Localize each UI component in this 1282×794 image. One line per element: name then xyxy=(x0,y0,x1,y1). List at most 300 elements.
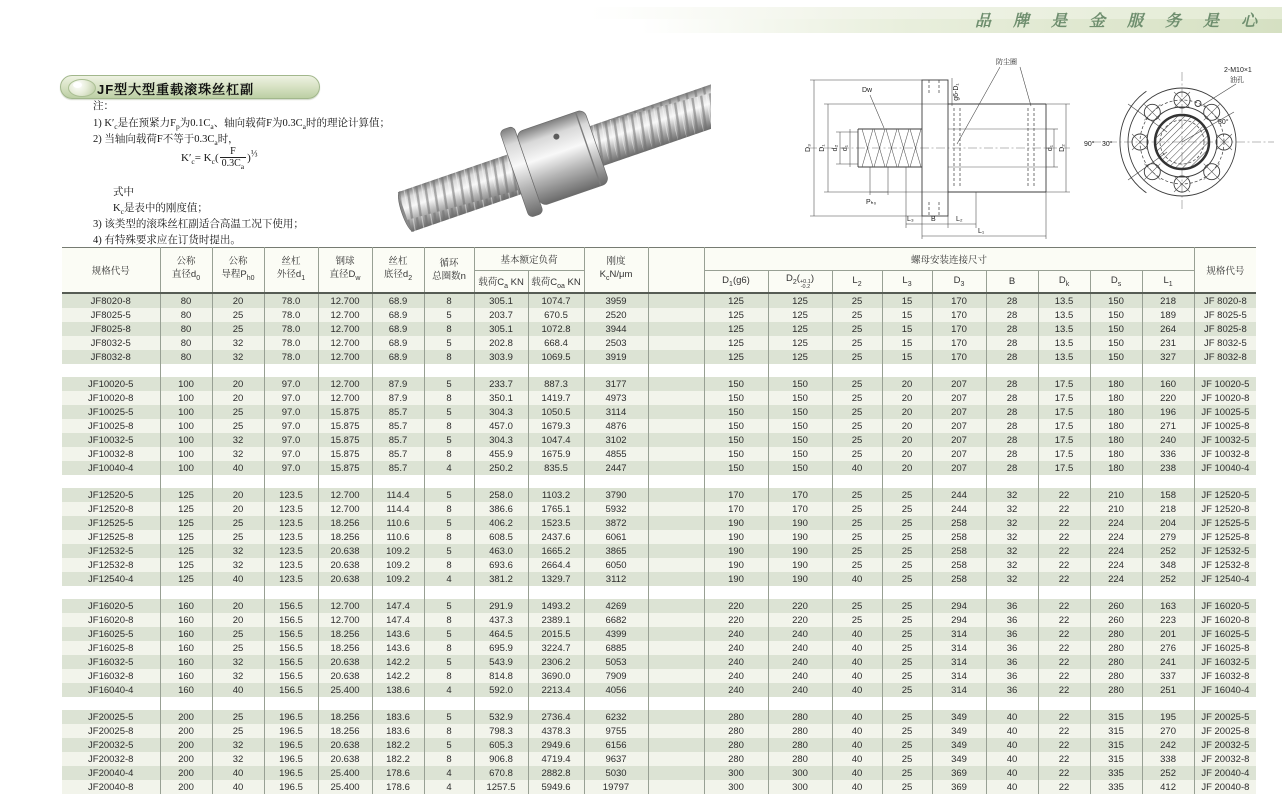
value-cell: 150 xyxy=(1090,350,1142,364)
value-cell: 6232 xyxy=(584,710,648,724)
spec-code-cell: JF 20032-8 xyxy=(1194,752,1256,766)
value-cell: 100 xyxy=(160,419,212,433)
spec-code-cell: JF8032-5 xyxy=(62,336,160,350)
value-cell: 25 xyxy=(212,710,264,724)
value-cell: 8 xyxy=(424,293,474,308)
value-cell: 97.0 xyxy=(264,447,318,461)
value-cell: 4269 xyxy=(584,599,648,613)
value-cell: 25 xyxy=(882,516,932,530)
value-cell: 22 xyxy=(1038,488,1090,502)
value-cell: 125 xyxy=(160,572,212,586)
value-cell: 463.0 xyxy=(474,544,528,558)
col-nominal-diameter: 公称 直径$d_0$ xyxy=(160,248,212,294)
spacer-cell xyxy=(424,364,474,377)
note-line-5: 4) 有特殊要求应在订货时提出。 xyxy=(93,235,241,246)
value-cell: 156.5 xyxy=(264,655,318,669)
value-cell: 68.9 xyxy=(372,293,424,308)
table-row xyxy=(62,655,1256,669)
value-cell: 5 xyxy=(424,655,474,669)
value-cell: 220 xyxy=(768,613,832,627)
value-cell: 80 xyxy=(160,350,212,364)
value-cell: 160 xyxy=(1142,377,1194,391)
value-cell: 150 xyxy=(704,461,768,475)
value-cell: 20.638 xyxy=(318,544,372,558)
value-cell: 412 xyxy=(1142,780,1194,794)
value-cell: 240 xyxy=(704,655,768,669)
value-cell: 305.1 xyxy=(474,293,528,308)
value-cell: 13.5 xyxy=(1038,336,1090,350)
value-cell: 437.3 xyxy=(474,613,528,627)
value-cell: 8 xyxy=(424,447,474,461)
value-cell: 85.7 xyxy=(372,461,424,475)
value-cell: 4056 xyxy=(584,683,648,697)
value-cell: 180 xyxy=(1090,461,1142,475)
value-cell: 22 xyxy=(1038,780,1090,794)
value-cell: 18.256 xyxy=(318,627,372,641)
value-cell: 20.638 xyxy=(318,752,372,766)
value-cell: 271 xyxy=(1142,419,1194,433)
spec-code-cell: JF12520-5 xyxy=(62,488,160,502)
value-cell: 4 xyxy=(424,766,474,780)
value-cell: 85.7 xyxy=(372,433,424,447)
value-cell: 668.4 xyxy=(528,336,584,350)
col-static-load: 载荷$C_{oa}$ KN xyxy=(528,271,584,294)
value-cell: 15 xyxy=(882,308,932,322)
note-line-2: 2) 当轴向载荷F不等于$0.3C_a$时， xyxy=(93,134,239,148)
value-cell: 280 xyxy=(1090,627,1142,641)
value-cell: 125 xyxy=(704,293,768,308)
value-cell: 455.9 xyxy=(474,447,528,461)
value-cell: 180 xyxy=(1090,433,1142,447)
value-cell: 5 xyxy=(424,336,474,350)
spec-code-cell: JF20040-8 xyxy=(62,780,160,794)
value-cell: 3177 xyxy=(584,377,648,391)
spacer-cell xyxy=(584,364,648,377)
value-cell: 25 xyxy=(832,293,882,308)
value-cell: 25 xyxy=(832,350,882,364)
value-cell: 28 xyxy=(986,405,1038,419)
spacer-cell xyxy=(474,364,528,377)
value-cell: 170 xyxy=(768,488,832,502)
value-cell: 40 xyxy=(832,752,882,766)
value-cell: 693.6 xyxy=(474,558,528,572)
spec-code-cell: JF 16032-8 xyxy=(1194,669,1256,683)
value-cell: 314 xyxy=(932,683,986,697)
spacer-cell xyxy=(832,697,882,710)
value-cell: 280 xyxy=(768,710,832,724)
value-cell: 20 xyxy=(882,447,932,461)
value-cell: 170 xyxy=(932,350,986,364)
value-cell: 40 xyxy=(212,683,264,697)
value-cell: 3224.7 xyxy=(528,641,584,655)
value-cell: 150 xyxy=(768,447,832,461)
value-cell: 2213.4 xyxy=(528,683,584,697)
value-cell: 20.638 xyxy=(318,738,372,752)
value-cell: 150 xyxy=(1090,336,1142,350)
table-row xyxy=(62,391,1256,405)
gap-cell xyxy=(648,599,704,613)
value-cell: 125 xyxy=(768,350,832,364)
col-d1g6: $D_1(g6)$ xyxy=(704,271,768,294)
value-cell: 196.5 xyxy=(264,780,318,794)
value-cell: 252 xyxy=(1142,544,1194,558)
value-cell: 280 xyxy=(704,752,768,766)
value-cell: 3959 xyxy=(584,293,648,308)
col-b: B xyxy=(986,271,1038,294)
value-cell: 196.5 xyxy=(264,738,318,752)
spec-code-cell: JF12540-4 xyxy=(62,572,160,586)
value-cell: 280 xyxy=(704,738,768,752)
value-cell: 12.700 xyxy=(318,293,372,308)
dim-label-d4: D₁ xyxy=(819,144,826,152)
spacer-cell xyxy=(704,697,768,710)
value-cell: 17.5 xyxy=(1038,391,1090,405)
value-cell: 100 xyxy=(160,461,212,475)
value-cell: 1665.2 xyxy=(528,544,584,558)
value-cell: 40 xyxy=(986,780,1038,794)
spacer-cell xyxy=(832,475,882,488)
value-cell: 207 xyxy=(932,447,986,461)
spacer-cell xyxy=(986,697,1038,710)
value-cell: 190 xyxy=(704,558,768,572)
value-cell: 22 xyxy=(1038,724,1090,738)
value-cell: 170 xyxy=(932,293,986,308)
value-cell: 258 xyxy=(932,544,986,558)
spacer-cell xyxy=(62,586,160,599)
value-cell: 32 xyxy=(212,433,264,447)
value-cell: 85.7 xyxy=(372,419,424,433)
value-cell: 300 xyxy=(704,766,768,780)
value-cell: 28 xyxy=(986,322,1038,336)
value-cell: 190 xyxy=(768,516,832,530)
spec-code-cell: JF12520-8 xyxy=(62,502,160,516)
table-row xyxy=(62,461,1256,475)
value-cell: 12.700 xyxy=(318,599,372,613)
spacer-cell xyxy=(212,475,264,488)
value-cell: 315 xyxy=(1090,710,1142,724)
col-basic-load-group: 基本额定负荷 xyxy=(474,248,584,271)
section-title-bar xyxy=(60,75,320,99)
value-cell: 4378.3 xyxy=(528,724,584,738)
value-cell: 123.5 xyxy=(264,544,318,558)
value-cell: 36 xyxy=(986,627,1038,641)
value-cell: 190 xyxy=(768,572,832,586)
value-cell: 303.9 xyxy=(474,350,528,364)
value-cell: 25 xyxy=(212,322,264,336)
value-cell: 32 xyxy=(212,447,264,461)
value-cell: 8 xyxy=(424,322,474,336)
spec-code-cell: JF8025-5 xyxy=(62,308,160,322)
value-cell: 156.5 xyxy=(264,641,318,655)
spec-code-cell: JF10040-4 xyxy=(62,461,160,475)
value-cell: 5 xyxy=(424,488,474,502)
value-cell: 22 xyxy=(1038,516,1090,530)
gap-column xyxy=(648,248,704,294)
spacer-cell xyxy=(986,364,1038,377)
table-header xyxy=(62,248,1256,294)
spacer-cell xyxy=(318,697,372,710)
value-cell: 25 xyxy=(832,419,882,433)
value-cell: 8 xyxy=(424,530,474,544)
value-cell: 252 xyxy=(1142,572,1194,586)
value-cell: 207 xyxy=(932,405,986,419)
value-cell: 15.875 xyxy=(318,405,372,419)
value-cell: 28 xyxy=(986,461,1038,475)
value-cell: 125 xyxy=(160,558,212,572)
value-cell: 5932 xyxy=(584,502,648,516)
gap-cell xyxy=(648,766,704,780)
value-cell: 195 xyxy=(1142,710,1194,724)
value-cell: 125 xyxy=(160,516,212,530)
spacer-cell xyxy=(264,364,318,377)
value-cell: 150 xyxy=(704,405,768,419)
dim-label-d3: D₃ xyxy=(805,144,812,152)
value-cell: 68.9 xyxy=(372,350,424,364)
gap-cell xyxy=(648,669,704,683)
spacer-cell xyxy=(648,475,704,488)
value-cell: 25 xyxy=(212,530,264,544)
spacer-cell xyxy=(212,364,264,377)
value-cell: 200 xyxy=(160,724,212,738)
value-cell: 3112 xyxy=(584,572,648,586)
col-ball-diameter: 钢球 直径$D_w$ xyxy=(318,248,372,294)
table-row xyxy=(62,350,1256,364)
value-cell: 1069.5 xyxy=(528,350,584,364)
value-cell: 200 xyxy=(160,780,212,794)
value-cell: 40 xyxy=(832,627,882,641)
spacer-cell xyxy=(1090,697,1142,710)
col-d2: $D_2$( +0.1 -0.2 ) xyxy=(768,271,832,294)
value-cell: 109.2 xyxy=(372,558,424,572)
value-cell: 32 xyxy=(212,350,264,364)
value-cell: 123.5 xyxy=(264,558,318,572)
value-cell: 196 xyxy=(1142,405,1194,419)
value-cell: 369 xyxy=(932,780,986,794)
value-cell: 327 xyxy=(1142,350,1194,364)
value-cell: 2503 xyxy=(584,336,648,350)
value-cell: 17.5 xyxy=(1038,419,1090,433)
value-cell: 22 xyxy=(1038,502,1090,516)
spec-code-cell: JF 8025-5 xyxy=(1194,308,1256,322)
spec-code-cell: JF10032-5 xyxy=(62,433,160,447)
value-cell: 18.256 xyxy=(318,530,372,544)
spec-code-cell: JF12525-5 xyxy=(62,516,160,530)
value-cell: 695.9 xyxy=(474,641,528,655)
value-cell: 200 xyxy=(160,738,212,752)
value-cell: 314 xyxy=(932,627,986,641)
table-row xyxy=(62,669,1256,683)
value-cell: 210 xyxy=(1090,502,1142,516)
value-cell: 3790 xyxy=(584,488,648,502)
value-cell: 150 xyxy=(704,377,768,391)
value-cell: 207 xyxy=(932,377,986,391)
value-cell: 97.0 xyxy=(264,405,318,419)
value-cell: 25 xyxy=(882,613,932,627)
value-cell: 280 xyxy=(704,710,768,724)
value-cell: 109.2 xyxy=(372,544,424,558)
table-row xyxy=(62,308,1256,322)
gap-cell xyxy=(648,710,704,724)
spec-code-cell: JF 12525-5 xyxy=(1194,516,1256,530)
value-cell: 25 xyxy=(212,641,264,655)
value-cell: 19797 xyxy=(584,780,648,794)
spacer-cell xyxy=(986,586,1038,599)
value-cell: 142.2 xyxy=(372,669,424,683)
value-cell: 183.6 xyxy=(372,724,424,738)
table-row xyxy=(62,516,1256,530)
spec-code-cell: JF 20025-5 xyxy=(1194,710,1256,724)
spacer-cell xyxy=(424,697,474,710)
spec-code-cell: JF20032-8 xyxy=(62,752,160,766)
spec-code-cell: JF20040-4 xyxy=(62,766,160,780)
spacer-cell xyxy=(768,475,832,488)
spec-code-cell: JF12532-8 xyxy=(62,558,160,572)
dim-label-g6: g6-D₁ xyxy=(953,83,960,101)
dim-label-d1: d₁ xyxy=(842,144,849,152)
value-cell: 224 xyxy=(1090,530,1142,544)
value-cell: 85.7 xyxy=(372,405,424,419)
value-cell: 244 xyxy=(932,488,986,502)
gap-cell xyxy=(648,293,704,308)
spec-code-cell: JF 12525-8 xyxy=(1194,530,1256,544)
value-cell: 15 xyxy=(882,322,932,336)
value-cell: 224 xyxy=(1090,544,1142,558)
value-cell: 109.2 xyxy=(372,572,424,586)
value-cell: 22 xyxy=(1038,738,1090,752)
value-cell: 20 xyxy=(212,613,264,627)
spacer-cell xyxy=(474,697,528,710)
value-cell: 28 xyxy=(986,336,1038,350)
value-cell: 180 xyxy=(1090,419,1142,433)
value-cell: 189 xyxy=(1142,308,1194,322)
col-dynamic-load: 载荷$C_a$ KN xyxy=(474,271,528,294)
value-cell: 15.875 xyxy=(318,461,372,475)
value-cell: 314 xyxy=(932,655,986,669)
spec-code-cell: JF 10020-5 xyxy=(1194,377,1256,391)
value-cell: 386.6 xyxy=(474,502,528,516)
value-cell: 68.9 xyxy=(372,308,424,322)
spacer-cell xyxy=(932,364,986,377)
value-cell: 25 xyxy=(832,336,882,350)
value-cell: 78.0 xyxy=(264,293,318,308)
value-cell: 25 xyxy=(832,391,882,405)
gap-cell xyxy=(648,377,704,391)
value-cell: 32 xyxy=(212,669,264,683)
spec-code-cell: JF16020-8 xyxy=(62,613,160,627)
value-cell: 25 xyxy=(832,530,882,544)
spec-code-cell: JF12532-5 xyxy=(62,544,160,558)
gap-cell xyxy=(648,322,704,336)
value-cell: 9755 xyxy=(584,724,648,738)
value-cell: 190 xyxy=(768,558,832,572)
value-cell: 17.5 xyxy=(1038,405,1090,419)
value-cell: 1493.2 xyxy=(528,599,584,613)
value-cell: 457.0 xyxy=(474,419,528,433)
value-cell: 40 xyxy=(986,752,1038,766)
value-cell: 240 xyxy=(704,683,768,697)
value-cell: 125 xyxy=(768,322,832,336)
value-cell: 294 xyxy=(932,613,986,627)
value-cell: 315 xyxy=(1090,724,1142,738)
value-cell: 670.8 xyxy=(474,766,528,780)
spacer-cell xyxy=(1142,586,1194,599)
spec-code-cell: JF8032-8 xyxy=(62,350,160,364)
dim-label-d2: d₂ xyxy=(832,144,839,152)
value-cell: 20 xyxy=(212,502,264,516)
value-cell: 338 xyxy=(1142,752,1194,766)
col-spec-left: 规格代号 xyxy=(62,248,160,294)
spec-code-cell: JF10020-8 xyxy=(62,391,160,405)
value-cell: 20.638 xyxy=(318,558,372,572)
table-row xyxy=(62,599,1256,613)
value-cell: 36 xyxy=(986,669,1038,683)
value-cell: 97.0 xyxy=(264,377,318,391)
note-line-3: $K_c$是表中的刚度值； xyxy=(113,203,208,217)
value-cell: 202.8 xyxy=(474,336,528,350)
value-cell: 4876 xyxy=(584,419,648,433)
spec-code-cell: JF20032-5 xyxy=(62,738,160,752)
gap-cell xyxy=(648,502,704,516)
spacer-cell xyxy=(474,586,528,599)
spec-code-cell: JF10025-8 xyxy=(62,419,160,433)
value-cell: 8 xyxy=(424,502,474,516)
value-cell: 32 xyxy=(986,544,1038,558)
value-cell: 28 xyxy=(986,377,1038,391)
spacer-cell xyxy=(648,364,704,377)
col-l3: $L_3$ xyxy=(882,271,932,294)
value-cell: 220 xyxy=(768,599,832,613)
value-cell: 280 xyxy=(768,752,832,766)
spec-code-cell: JF 16020-8 xyxy=(1194,613,1256,627)
table-row xyxy=(62,724,1256,738)
value-cell: 240 xyxy=(1142,433,1194,447)
spacer-cell xyxy=(648,697,704,710)
dim-label-d1-right: d₁ xyxy=(1047,144,1054,152)
value-cell: 150 xyxy=(1090,293,1142,308)
dim-label-l1: L₁ xyxy=(978,228,985,235)
spec-code-cell: JF 16020-5 xyxy=(1194,599,1256,613)
value-cell: 170 xyxy=(768,502,832,516)
value-cell: 5 xyxy=(424,599,474,613)
value-cell: 25 xyxy=(882,544,932,558)
value-cell: 4399 xyxy=(584,627,648,641)
value-cell: 543.9 xyxy=(474,655,528,669)
value-cell: 150 xyxy=(704,433,768,447)
value-cell: 190 xyxy=(768,530,832,544)
value-cell: 25 xyxy=(832,544,882,558)
value-cell: 349 xyxy=(932,738,986,752)
value-cell: 25 xyxy=(882,641,932,655)
value-cell: 406.2 xyxy=(474,516,528,530)
value-cell: 15 xyxy=(882,350,932,364)
value-cell: 231 xyxy=(1142,336,1194,350)
spacer-cell xyxy=(1194,586,1256,599)
value-cell: 258 xyxy=(932,516,986,530)
spec-code-cell: JF10032-8 xyxy=(62,447,160,461)
value-cell: 150 xyxy=(704,419,768,433)
value-cell: 2306.2 xyxy=(528,655,584,669)
value-cell: 28 xyxy=(986,308,1038,322)
spec-code-cell: JF10020-5 xyxy=(62,377,160,391)
value-cell: 25 xyxy=(882,752,932,766)
table-row xyxy=(62,752,1256,766)
value-cell: 305.1 xyxy=(474,322,528,336)
value-cell: 25 xyxy=(832,433,882,447)
spacer-cell xyxy=(882,475,932,488)
value-cell: 22 xyxy=(1038,627,1090,641)
note-wherein: 式中 xyxy=(113,187,134,198)
value-cell: 25 xyxy=(882,655,932,669)
